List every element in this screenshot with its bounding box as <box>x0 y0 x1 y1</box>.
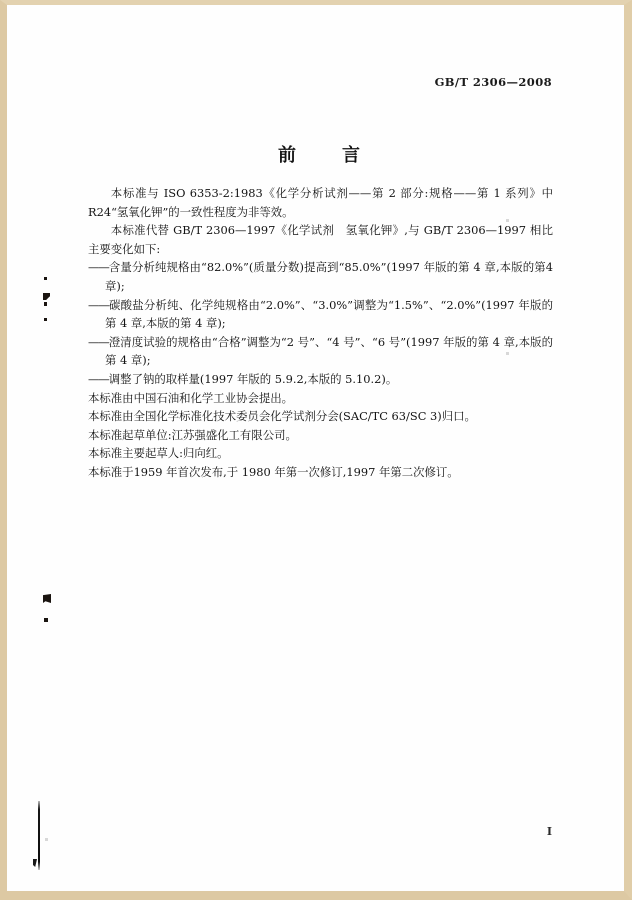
scan-artifact-speck <box>44 318 47 321</box>
paragraph-chief-drafter: 本标准主要起草人:归向红。 <box>88 446 229 461</box>
change-item-clarity-text: 澄清度试验的规格由“合格”调整为“2 号”、“4 号”、“6 号”(1997 年版的第 4 章,本版的第 4 章); <box>105 334 553 368</box>
scan-edge-line <box>38 801 40 870</box>
change-item-carbonate <box>88 296 553 333</box>
dash-marker: —— <box>88 260 109 275</box>
scan-artifact-speck <box>43 293 50 300</box>
dash-marker: —— <box>88 297 109 312</box>
foreword-body <box>88 184 553 482</box>
scan-edge-mark <box>33 859 37 867</box>
paragraph-iso-equivalence: 本标准与 ISO 6353-2:1983《化学分析试剂——第 2 部分:规格——第 1 系列》中 R24“氢氧化钾”的一致性程度为非等效。 <box>88 186 553 219</box>
scan-artifact-speck <box>44 302 47 306</box>
change-item-carbonate-text: 碳酸盐分析纯、化学纯规格由“2.0%”、“3.0%”调整为“1.5%”、“2.0%”(1997 年版的第 4 章,本版的第 4 章); <box>105 297 553 331</box>
paragraph-revision-history: 本标准于1959 年首次发布,于 1980 年第一次修订,1997 年第二次修订。 <box>88 464 459 479</box>
scan-artifact-speck <box>44 277 47 280</box>
page-title: 前 言 <box>278 145 374 167</box>
paragraph-drafting-organization: 本标准起草单位:江苏强盛化工有限公司。 <box>88 427 297 442</box>
scan-artifact-faint-speck <box>45 838 48 841</box>
paragraph-supersedes: 本标准代替 GB/T 2306—1997《化学试剂 氢氧化钾》,与 GB/T 2306—1997 相比主要变化如下: <box>88 223 553 256</box>
scan-artifact-faint-speck <box>149 893 152 896</box>
dash-marker: —— <box>88 371 109 386</box>
paragraph-administered-by: 本标准由全国化学标准化技术委员会化学试剂分会(SAC/TC 63/SC 3)归口。 <box>88 409 476 424</box>
scan-artifact-faint-speck <box>506 352 509 355</box>
change-item-sodium-text: 调整了钠的取样量(1997 年版的 5.9.2,本版的 5.10.2)。 <box>108 371 398 386</box>
page-sheet <box>7 5 624 891</box>
scan-artifact-faint-speck <box>506 219 509 222</box>
scan-artifact-speck <box>44 618 48 622</box>
page-number: I <box>546 825 552 838</box>
change-item-clarity <box>88 333 553 370</box>
paragraph-proposed-by: 本标准由中国石油和化学工业协会提出。 <box>88 390 294 405</box>
change-item-sodium <box>88 370 553 389</box>
scan-artifact-speck <box>43 594 51 603</box>
running-header-standard-number: GB/T 2306—2008 <box>434 75 552 89</box>
dash-marker: —— <box>88 334 109 349</box>
change-item-assay-text: 含量分析纯规格由“82.0%”(质量分数)提高到“85.0%”(1997 年版的第 4 章,本版的第4 章); <box>105 260 553 293</box>
change-item-assay <box>88 258 553 295</box>
